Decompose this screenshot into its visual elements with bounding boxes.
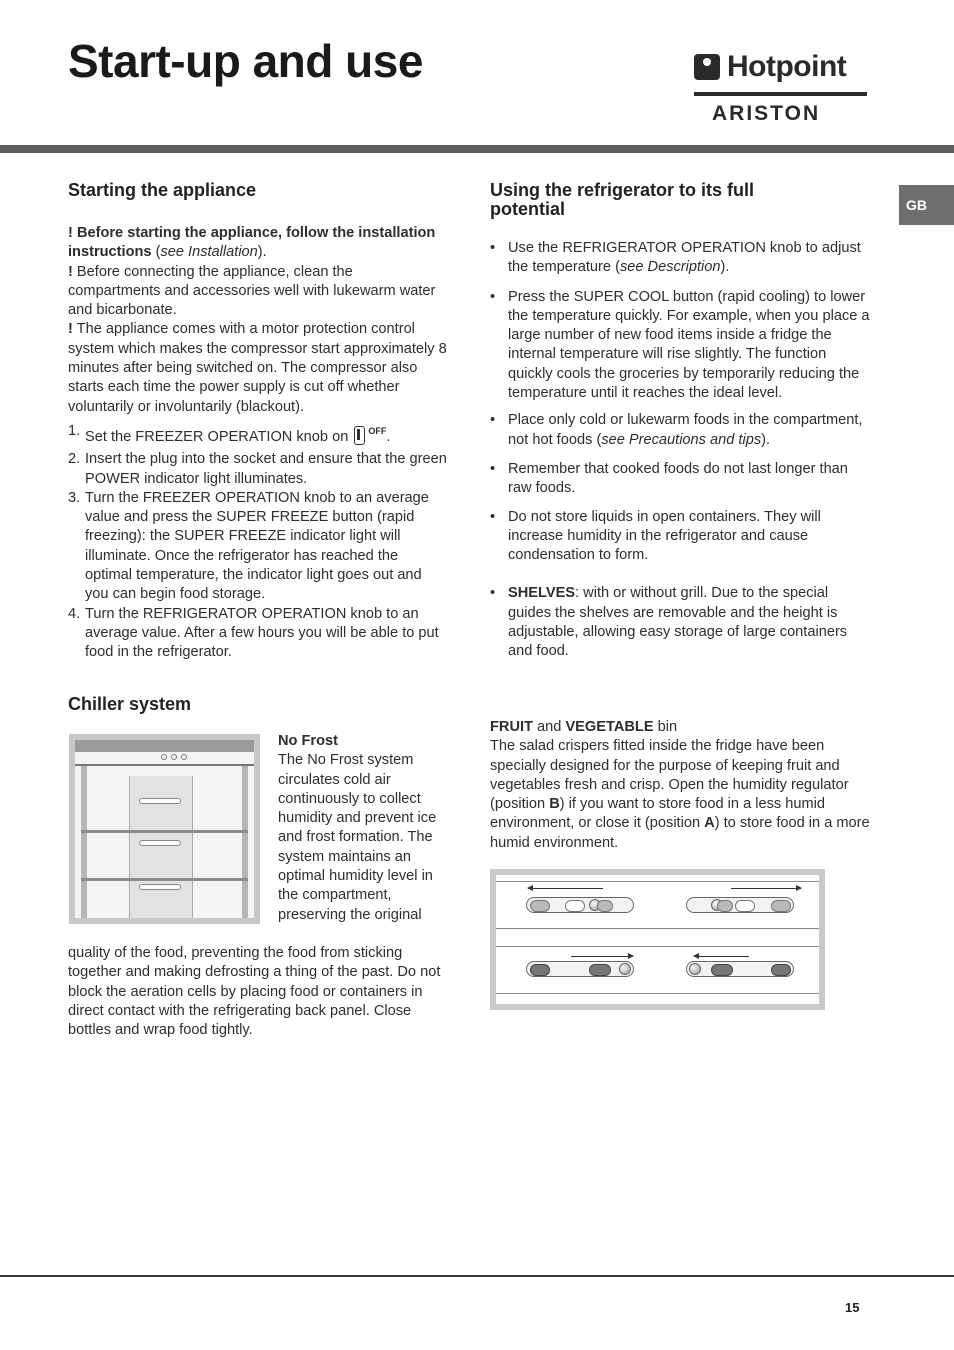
fridge-left-wall xyxy=(81,766,87,918)
fruit-heading xyxy=(490,718,870,737)
logo-divider xyxy=(694,92,867,96)
note-bold-text: Before starting the appliance, follow the installation instructions xyxy=(68,225,436,261)
aeration-slot xyxy=(139,884,181,890)
slider-ball-icon xyxy=(689,963,701,975)
tip-text: Remember that cooked foods do not last longer than raw foods. xyxy=(508,460,848,497)
bullet: • xyxy=(490,508,496,525)
aeration-slot xyxy=(139,840,181,846)
step-text: Set the FREEZER OPERATION knob on xyxy=(85,429,349,445)
control-dot-icon xyxy=(161,754,167,760)
position-a-label: A xyxy=(704,815,715,832)
slider-knob xyxy=(589,964,611,976)
vegetable-label: VEGETABLE xyxy=(565,719,654,735)
starting-heading: Starting the appliance xyxy=(68,180,257,200)
regulator-slider xyxy=(526,961,634,977)
fridge-interior xyxy=(75,740,254,918)
arrow-right-icon xyxy=(731,888,801,889)
tip-shelves xyxy=(490,584,870,661)
brand-logo xyxy=(694,50,869,126)
regulator-slider xyxy=(686,961,794,977)
warning-mark: ! xyxy=(68,263,73,280)
chiller-heading: Chiller system xyxy=(68,694,192,714)
nofrost-text: The No Frost system circulates cold air continuously to collect humidity and prevent ice and frost formation. The system maintains an optimal humidity level in the compartment, preserving the original xyxy=(278,752,437,923)
slider-knob xyxy=(565,900,585,912)
step-text: Turn the FREEZER OPERATION knob to an average value and press the SUPER FREEZE button (rapid freezing): the SUPER FREEZE indicator light will illuminate. Once the refrigerator has reached the optimal temperature, the indicator light goes out and you can begin food storage. xyxy=(85,489,429,603)
note-cleaning xyxy=(68,263,448,321)
and-text: and xyxy=(532,719,566,735)
usage-tips xyxy=(490,239,870,662)
fruit-vegetable-section xyxy=(490,718,870,853)
control-dot-icon xyxy=(171,754,177,760)
step-end: . xyxy=(386,429,391,445)
warning-mark: ! xyxy=(68,225,73,241)
nofrost-block xyxy=(278,732,444,925)
slider-knob xyxy=(597,900,613,912)
slider-ball-icon xyxy=(619,963,631,975)
note-installation xyxy=(68,224,448,263)
step-text: Insert the plug into the socket and ensure that the green POWER indicator light illuminates. xyxy=(85,451,447,487)
diagram-panel xyxy=(496,875,819,1004)
aeration-slot xyxy=(139,798,181,804)
startup-steps xyxy=(68,422,448,663)
hotpoint-logo-icon xyxy=(694,54,720,80)
language-tab: GB xyxy=(899,185,954,225)
fridge-top-edge xyxy=(75,764,254,766)
slider-knob xyxy=(717,900,733,912)
tip-text: Use the REFRIGERATOR OPERATION knob to adjust the temperature ( xyxy=(508,240,861,276)
header-rule xyxy=(0,145,954,153)
page-title: Start-up and use xyxy=(68,35,423,87)
fruit-text-part: ) if you want to store food in a less humid environment, or close it (position xyxy=(490,796,826,832)
starting-notes xyxy=(68,224,448,417)
regulator-slider xyxy=(686,897,794,913)
step-number: 2. xyxy=(68,451,81,468)
tip-end: ). xyxy=(761,431,771,448)
nofrost-title: No Frost xyxy=(278,733,338,749)
tip-text: : with or without grill. Due to the special guides the shelves are removable and the height is adjustable, allowing easy storage of large containers and food. xyxy=(508,585,848,660)
bullet: • xyxy=(490,460,496,477)
fruit-text-part: The salad crispers fitted inside the fridge have been specially designed for the purpose of keeping fruit and vegetables fresh and crisp. Open the humidity regulator (position xyxy=(490,738,849,813)
diagram-rule xyxy=(496,881,819,882)
tip-liquids xyxy=(490,508,870,566)
regulator-slider xyxy=(526,897,634,913)
bullet: • xyxy=(490,288,496,305)
step-4 xyxy=(68,605,448,663)
step-number: 1. xyxy=(68,423,81,439)
page-number: 15 xyxy=(845,1300,860,1315)
step-2 xyxy=(68,450,448,489)
fruit-text-part: ) to store food in a more humid environment. xyxy=(490,815,870,851)
arrow-left-icon xyxy=(694,956,749,957)
nofrost-text-continued: quality of the food, preventing the food from sticking together and making defrosting a thing of the past. Do not block the aeration cells by placing food or containers in direct contact with the refrigerating back panel. Close bottles and wrap food tightly. xyxy=(68,945,441,1039)
tip-text: Press the SUPER COOL button (rapid cooling) to lower the temperature quickly. For example, when you place a large number of new food items inside a fridge the internal temperature will rise slightly. The function quickly cools the groceries by temporarily reducing the temperature until it reaches the ideal level. xyxy=(508,288,870,402)
precautions-reference: see Precautions and tips xyxy=(601,431,762,448)
tip-text: Do not store liquids in open containers. They will increase humidity in the refrigerator and cause condensation to form. xyxy=(508,508,821,564)
bullet: • xyxy=(490,240,496,256)
note-text: The appliance comes with a motor protection control system which makes the compressor start approximately 8 minutes after being switched on. The compressor also starts each time the power supply is cut off whether voluntarily or involuntarily (blackout). xyxy=(68,321,447,415)
arrow-right-icon xyxy=(571,956,633,957)
note-motor-protection xyxy=(68,320,448,416)
description-reference: see Description xyxy=(619,259,721,276)
slider-knob xyxy=(530,964,550,976)
step-number: 4. xyxy=(68,605,81,622)
using-heading: Using the refrigerator to its full potential xyxy=(490,180,755,219)
tip-cooked-foods xyxy=(490,460,870,499)
slider-knob xyxy=(771,900,791,912)
note-text: Before connecting the appliance, clean the compartments and accessories well with lukewarm water and bicarbonate. xyxy=(68,263,436,319)
tip-refrigerator-knob xyxy=(490,239,870,278)
diagram-rule xyxy=(496,928,819,929)
diagram-rule xyxy=(496,993,819,994)
paren-close: ). xyxy=(257,244,267,261)
shelves-label: SHELVES xyxy=(508,585,576,602)
fridge-shelf xyxy=(81,830,248,833)
bin-text: bin xyxy=(653,719,678,735)
position-b-label: B xyxy=(549,796,560,813)
off-label: OFF xyxy=(368,426,387,436)
fridge-shelf xyxy=(81,878,248,881)
fruit-text xyxy=(490,737,870,853)
fridge-right-wall xyxy=(242,766,248,918)
installation-reference: see Installation xyxy=(160,244,258,261)
fridge-top-strip xyxy=(75,740,254,752)
fridge-illustration xyxy=(69,734,260,924)
bullet: • xyxy=(490,585,496,602)
brand-subname: ARISTON xyxy=(712,102,821,125)
tip-super-cool xyxy=(490,288,870,404)
slider-knob xyxy=(711,964,733,976)
off-knob-icon xyxy=(354,426,365,445)
bullet: • xyxy=(490,412,496,429)
step-text: Turn the REFRIGERATOR OPERATION knob to an average value. After a few hours you will be able to put food in the refrigerator. xyxy=(85,605,439,661)
paren-open: ( xyxy=(151,244,161,261)
warning-mark: ! xyxy=(68,321,73,338)
slider-knob xyxy=(530,900,550,912)
step-1 xyxy=(68,422,448,447)
control-dot-icon xyxy=(181,754,187,760)
humidity-regulator-diagram xyxy=(490,869,825,1010)
brand-name: Hotpoint xyxy=(727,50,847,83)
diagram-rule xyxy=(496,946,819,947)
arrow-left-icon xyxy=(528,888,603,889)
step-3 xyxy=(68,489,448,605)
slider-knob xyxy=(771,964,791,976)
step-number: 3. xyxy=(68,489,81,506)
fruit-label: FRUIT xyxy=(490,719,533,735)
tip-text: Place only cold or lukewarm foods in the compartment, not hot foods ( xyxy=(508,412,863,448)
tip-cold-foods xyxy=(490,411,870,450)
footer-rule xyxy=(0,1275,954,1277)
tip-end: ). xyxy=(720,259,730,276)
slider-knob xyxy=(735,900,755,912)
